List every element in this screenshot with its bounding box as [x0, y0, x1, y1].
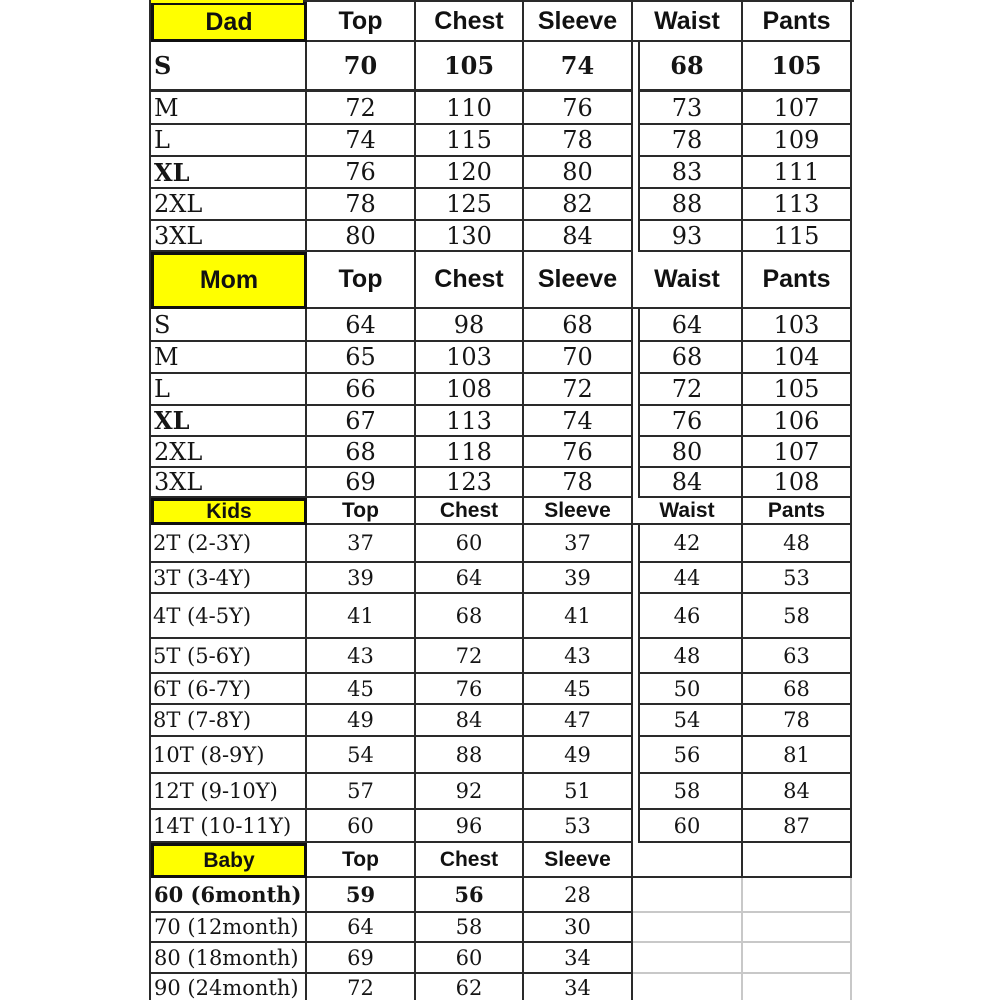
table-row	[151, 406, 854, 437]
measurement-value: 57	[307, 774, 416, 810]
section-dad	[151, 2, 854, 252]
measurement-value: 49	[524, 737, 633, 774]
measurement-value: 105	[416, 42, 524, 92]
measurement-value: 72	[633, 374, 743, 406]
table-row	[151, 374, 854, 406]
measurement-value: 67	[307, 406, 416, 437]
measurement-value: 76	[416, 674, 524, 705]
measurement-value: 108	[743, 468, 852, 498]
measurement-value: 51	[524, 774, 633, 810]
table-row	[151, 563, 854, 594]
column-header-chest: Chest	[416, 498, 524, 525]
table-row	[151, 674, 854, 705]
size-label: L	[151, 374, 307, 406]
measurement-value: 41	[307, 594, 416, 639]
size-label: 2T (2-3Y)	[151, 525, 307, 563]
column-header-chest: Chest	[416, 252, 524, 309]
measurement-value: 46	[633, 594, 743, 639]
measurement-value: 96	[416, 810, 524, 843]
column-header-pants: Pants	[743, 252, 852, 309]
table-row	[151, 594, 854, 639]
measurement-value: 58	[416, 913, 524, 943]
size-label: 6T (6-7Y)	[151, 674, 307, 705]
measurement-value: 105	[743, 374, 852, 406]
measurement-value: 73	[633, 92, 743, 125]
measurement-value: 66	[307, 374, 416, 406]
measurement-value: 76	[633, 406, 743, 437]
measurement-value: 45	[524, 674, 633, 705]
measurement-value: 83	[633, 157, 743, 189]
measurement-value: 88	[633, 189, 743, 221]
measurement-value: 84	[633, 468, 743, 498]
measurement-value: 69	[307, 943, 416, 974]
column-header-top: Top	[307, 2, 416, 42]
table-row	[151, 639, 854, 674]
measurement-value: 39	[524, 563, 633, 594]
measurement-value: 68	[743, 674, 852, 705]
measurement-value: 34	[524, 974, 633, 1000]
size-label: 8T (7-8Y)	[151, 705, 307, 737]
measurement-value: 70	[307, 42, 416, 92]
table-row	[151, 468, 854, 498]
table-row	[151, 92, 854, 125]
size-label: M	[151, 92, 307, 125]
measurement-value: 50	[633, 674, 743, 705]
section-kids	[151, 498, 854, 843]
column-header-sleeve: Sleeve	[524, 252, 633, 309]
measurement-value: 125	[416, 189, 524, 221]
size-label: 4T (4-5Y)	[151, 594, 307, 639]
column-header-top: Top	[307, 252, 416, 309]
measurement-value: 68	[633, 42, 743, 92]
size-label: 5T (5-6Y)	[151, 639, 307, 674]
measurement-value: 103	[416, 342, 524, 374]
column-header-pants: Pants	[743, 498, 852, 525]
table-row	[151, 125, 854, 157]
column-header-top: Top	[307, 498, 416, 525]
measurement-value: 59	[307, 878, 416, 913]
size-label: 2XL	[151, 437, 307, 468]
measurement-value: 80	[633, 437, 743, 468]
measurement-value: 34	[524, 943, 633, 974]
measurement-value: 49	[307, 705, 416, 737]
empty-cell	[633, 974, 743, 1000]
table-row	[151, 974, 854, 1000]
section-title-mom: Mom	[151, 252, 307, 309]
table-row	[151, 189, 854, 221]
size-chart-table	[149, 0, 854, 1000]
column-header-waist: Waist	[633, 2, 743, 42]
table-gap-strip-dad	[633, 42, 640, 252]
measurement-value: 87	[743, 810, 852, 843]
measurement-value: 68	[307, 437, 416, 468]
measurement-value: 74	[307, 125, 416, 157]
empty-cell	[743, 974, 852, 1000]
table-row	[151, 810, 854, 843]
size-label: 60 (6month)	[151, 878, 307, 913]
measurement-value: 76	[307, 157, 416, 189]
table-row	[151, 221, 854, 252]
column-header-waist: Waist	[633, 252, 743, 309]
measurement-value: 58	[743, 594, 852, 639]
empty-cell	[633, 943, 743, 974]
size-label: S	[151, 42, 307, 92]
table-row	[151, 525, 854, 563]
measurement-value: 105	[743, 42, 852, 92]
section-title-dad: Dad	[151, 2, 307, 42]
measurement-value: 76	[524, 92, 633, 125]
table-row	[151, 437, 854, 468]
measurement-value: 53	[524, 810, 633, 843]
measurement-value: 72	[524, 374, 633, 406]
measurement-value: 120	[416, 157, 524, 189]
measurement-value: 92	[416, 774, 524, 810]
measurement-value: 98	[416, 309, 524, 342]
measurement-value: 48	[633, 639, 743, 674]
measurement-value: 65	[307, 342, 416, 374]
measurement-value: 72	[307, 974, 416, 1000]
measurement-value: 76	[524, 437, 633, 468]
measurement-value: 60	[416, 943, 524, 974]
column-header-sleeve: Sleeve	[524, 498, 633, 525]
size-label: 14T (10-11Y)	[151, 810, 307, 843]
measurement-value: 118	[416, 437, 524, 468]
measurement-value: 80	[524, 157, 633, 189]
size-label: M	[151, 342, 307, 374]
measurement-value: 106	[743, 406, 852, 437]
size-label: L	[151, 125, 307, 157]
measurement-value: 64	[307, 913, 416, 943]
measurement-value: 56	[416, 878, 524, 913]
empty-cell	[743, 943, 852, 974]
table-row	[151, 913, 854, 943]
measurement-value: 113	[743, 189, 852, 221]
measurement-value: 72	[416, 639, 524, 674]
measurement-value: 78	[307, 189, 416, 221]
column-header-sleeve: Sleeve	[524, 2, 633, 42]
measurement-value: 78	[524, 468, 633, 498]
measurement-value: 47	[524, 705, 633, 737]
measurement-value: 68	[416, 594, 524, 639]
measurement-value: 72	[307, 92, 416, 125]
column-header-empty	[633, 843, 743, 878]
measurement-value: 30	[524, 913, 633, 943]
measurement-value: 107	[743, 92, 852, 125]
section-mom	[151, 252, 854, 498]
measurement-value: 74	[524, 42, 633, 92]
size-label: 3T (3-4Y)	[151, 563, 307, 594]
measurement-value: 130	[416, 221, 524, 252]
measurement-value: 62	[416, 974, 524, 1000]
table-row	[151, 157, 854, 189]
measurement-value: 39	[307, 563, 416, 594]
table-row	[151, 774, 854, 810]
measurement-value: 93	[633, 221, 743, 252]
measurement-value: 78	[524, 125, 633, 157]
measurement-value: 42	[633, 525, 743, 563]
size-label: 3XL	[151, 468, 307, 498]
measurement-value: 64	[416, 563, 524, 594]
table-gap-strip-kids	[633, 525, 640, 843]
table-gap-strip-mom	[633, 309, 640, 498]
measurement-value: 84	[524, 221, 633, 252]
measurement-value: 54	[633, 705, 743, 737]
measurement-value: 60	[416, 525, 524, 563]
table-row	[151, 737, 854, 774]
measurement-value: 109	[743, 125, 852, 157]
measurement-value: 41	[524, 594, 633, 639]
measurement-value: 53	[743, 563, 852, 594]
measurement-value: 37	[524, 525, 633, 563]
section-baby	[151, 843, 854, 1000]
section-title-baby: Baby	[151, 843, 307, 878]
cropped-yellow-strip	[151, 0, 303, 3]
measurement-value: 58	[633, 774, 743, 810]
measurement-value: 44	[633, 563, 743, 594]
size-label: 10T (8-9Y)	[151, 737, 307, 774]
column-header-chest: Chest	[416, 843, 524, 878]
empty-cell	[633, 878, 743, 913]
measurement-value: 123	[416, 468, 524, 498]
table-row	[151, 342, 854, 374]
measurement-value: 28	[524, 878, 633, 913]
table-row	[151, 943, 854, 974]
empty-cell	[743, 878, 852, 913]
measurement-value: 88	[416, 737, 524, 774]
measurement-value: 82	[524, 189, 633, 221]
measurement-value: 69	[307, 468, 416, 498]
measurement-value: 108	[416, 374, 524, 406]
size-label: S	[151, 309, 307, 342]
measurement-value: 43	[524, 639, 633, 674]
empty-cell	[633, 913, 743, 943]
section-title-kids: Kids	[151, 498, 307, 525]
column-header-sleeve: Sleeve	[524, 843, 633, 878]
column-header-empty	[743, 843, 852, 878]
measurement-value: 107	[743, 437, 852, 468]
empty-cell	[743, 913, 852, 943]
measurement-value: 68	[524, 309, 633, 342]
measurement-value: 68	[633, 342, 743, 374]
table-row	[151, 705, 854, 737]
size-label: 90 (24month)	[151, 974, 307, 1000]
size-label: 80 (18month)	[151, 943, 307, 974]
measurement-value: 78	[743, 705, 852, 737]
size-label: XL	[151, 157, 307, 189]
table-row	[151, 309, 854, 342]
measurement-value: 64	[633, 309, 743, 342]
measurement-value: 64	[307, 309, 416, 342]
measurement-value: 56	[633, 737, 743, 774]
measurement-value: 81	[743, 737, 852, 774]
measurement-value: 113	[416, 406, 524, 437]
measurement-value: 80	[307, 221, 416, 252]
column-header-pants: Pants	[743, 2, 852, 42]
measurement-value: 110	[416, 92, 524, 125]
measurement-value: 60	[307, 810, 416, 843]
size-label: XL	[151, 406, 307, 437]
measurement-value: 84	[416, 705, 524, 737]
measurement-value: 43	[307, 639, 416, 674]
size-label: 70 (12month)	[151, 913, 307, 943]
measurement-value: 111	[743, 157, 852, 189]
table-row	[151, 878, 854, 913]
column-header-waist: Waist	[633, 498, 743, 525]
size-label: 2XL	[151, 189, 307, 221]
size-label: 12T (9-10Y)	[151, 774, 307, 810]
measurement-value: 103	[743, 309, 852, 342]
measurement-value: 74	[524, 406, 633, 437]
column-header-top: Top	[307, 843, 416, 878]
measurement-value: 115	[743, 221, 852, 252]
measurement-value: 63	[743, 639, 852, 674]
size-label: 3XL	[151, 221, 307, 252]
measurement-value: 84	[743, 774, 852, 810]
measurement-value: 48	[743, 525, 852, 563]
column-header-chest: Chest	[416, 2, 524, 42]
table-row	[151, 42, 854, 92]
measurement-value: 115	[416, 125, 524, 157]
measurement-value: 70	[524, 342, 633, 374]
measurement-value: 37	[307, 525, 416, 563]
measurement-value: 104	[743, 342, 852, 374]
measurement-value: 45	[307, 674, 416, 705]
measurement-value: 78	[633, 125, 743, 157]
measurement-value: 60	[633, 810, 743, 843]
measurement-value: 54	[307, 737, 416, 774]
